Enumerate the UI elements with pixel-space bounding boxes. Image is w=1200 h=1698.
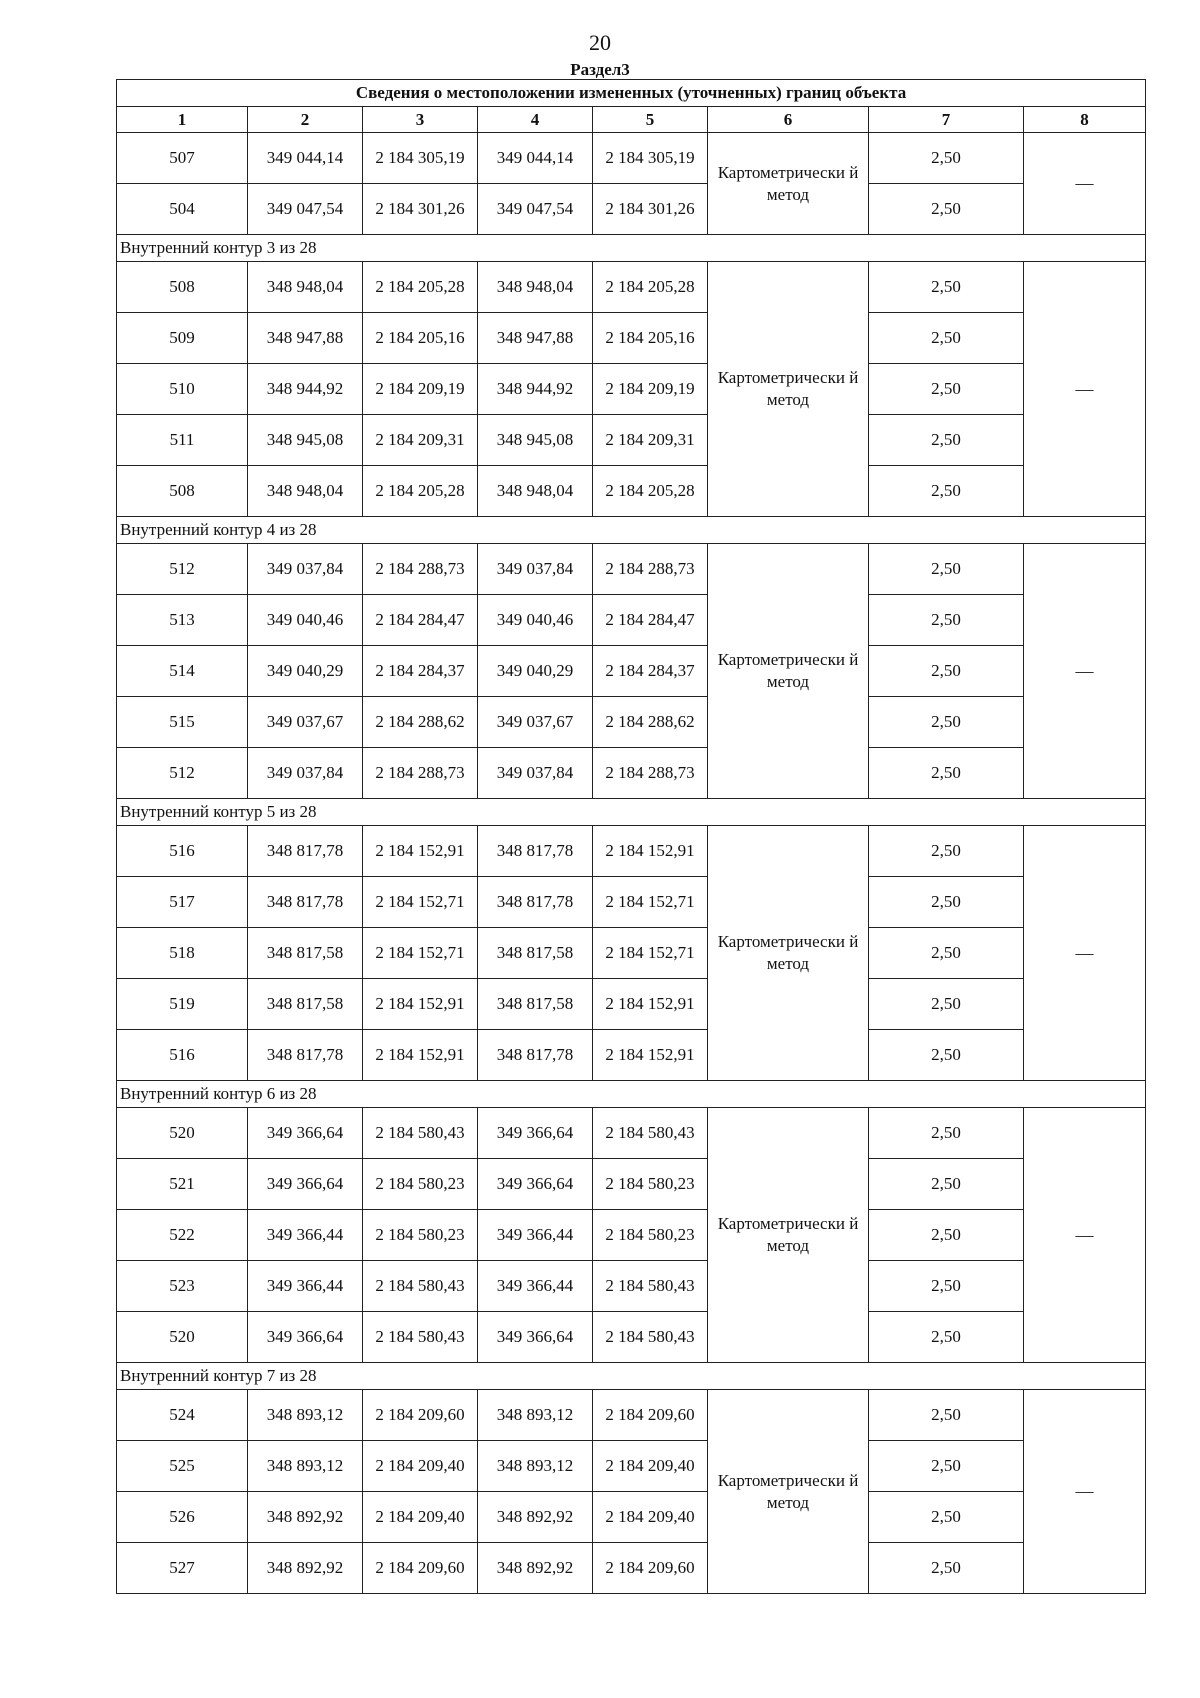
y-coordinate-new: 2 184 209,40 <box>593 1492 708 1543</box>
section-title: Раздел3 <box>570 60 630 79</box>
point-number: 508 <box>117 466 248 517</box>
y-coordinate: 2 184 209,19 <box>363 364 478 415</box>
column-8-dash: — <box>1024 1108 1146 1363</box>
accuracy-value: 2,50 <box>869 1390 1024 1441</box>
y-coordinate-new: 2 184 152,91 <box>593 979 708 1030</box>
point-row <box>117 364 1146 415</box>
point-number: 524 <box>117 1390 248 1441</box>
column-number: 7 <box>869 107 1024 133</box>
x-coordinate: 349 040,46 <box>248 595 363 646</box>
point-row <box>117 1441 1146 1492</box>
point-row <box>117 313 1146 364</box>
x-coordinate-new: 348 817,78 <box>478 826 593 877</box>
x-coordinate-new: 349 040,29 <box>478 646 593 697</box>
point-row <box>117 133 1146 184</box>
method-cell: Картометрически й метод <box>708 544 869 799</box>
y-coordinate: 2 184 305,19 <box>363 133 478 184</box>
x-coordinate: 349 366,44 <box>248 1261 363 1312</box>
y-coordinate: 2 184 152,91 <box>363 1030 478 1081</box>
accuracy-value: 2,50 <box>869 415 1024 466</box>
x-coordinate-new: 349 037,84 <box>478 748 593 799</box>
x-coordinate: 349 366,64 <box>248 1312 363 1363</box>
x-coordinate: 348 893,12 <box>248 1441 363 1492</box>
x-coordinate: 349 366,44 <box>248 1210 363 1261</box>
y-coordinate: 2 184 152,71 <box>363 928 478 979</box>
x-coordinate: 349 044,14 <box>248 133 363 184</box>
point-number: 513 <box>117 595 248 646</box>
x-coordinate: 349 040,29 <box>248 646 363 697</box>
x-coordinate-new: 349 366,64 <box>478 1159 593 1210</box>
x-coordinate-new: 348 817,78 <box>478 1030 593 1081</box>
x-coordinate: 349 037,84 <box>248 748 363 799</box>
x-coordinate: 348 948,04 <box>248 262 363 313</box>
x-coordinate-new: 348 945,08 <box>478 415 593 466</box>
x-coordinate: 348 817,58 <box>248 979 363 1030</box>
y-coordinate-new: 2 184 209,19 <box>593 364 708 415</box>
point-number: 511 <box>117 415 248 466</box>
accuracy-value: 2,50 <box>869 184 1024 235</box>
y-coordinate-new: 2 184 580,43 <box>593 1108 708 1159</box>
y-coordinate-new: 2 184 152,71 <box>593 928 708 979</box>
accuracy-value: 2,50 <box>869 313 1024 364</box>
y-coordinate-new: 2 184 288,73 <box>593 748 708 799</box>
x-coordinate: 348 817,78 <box>248 826 363 877</box>
point-number: 514 <box>117 646 248 697</box>
x-coordinate-new: 349 047,54 <box>478 184 593 235</box>
x-coordinate-new: 348 948,04 <box>478 262 593 313</box>
point-row <box>117 646 1146 697</box>
y-coordinate: 2 184 209,40 <box>363 1441 478 1492</box>
contour-label: Внутренний контур 7 из 28 <box>117 1363 1146 1390</box>
point-row <box>117 697 1146 748</box>
column-8-dash: — <box>1024 826 1146 1081</box>
point-row <box>117 877 1146 928</box>
point-number: 520 <box>117 1312 248 1363</box>
point-number: 518 <box>117 928 248 979</box>
y-coordinate: 2 184 580,43 <box>363 1312 478 1363</box>
column-8-dash: — <box>1024 1390 1146 1594</box>
point-number: 526 <box>117 1492 248 1543</box>
accuracy-value: 2,50 <box>869 697 1024 748</box>
y-coordinate: 2 184 580,23 <box>363 1210 478 1261</box>
accuracy-value: 2,50 <box>869 1492 1024 1543</box>
column-number: 8 <box>1024 107 1146 133</box>
y-coordinate-new: 2 184 205,16 <box>593 313 708 364</box>
point-row <box>117 1261 1146 1312</box>
point-row <box>117 1390 1146 1441</box>
point-row <box>117 1210 1146 1261</box>
x-coordinate-new: 348 817,58 <box>478 928 593 979</box>
y-coordinate: 2 184 580,43 <box>363 1261 478 1312</box>
contour-label: Внутренний контур 6 из 28 <box>117 1081 1146 1108</box>
point-number: 510 <box>117 364 248 415</box>
accuracy-value: 2,50 <box>869 877 1024 928</box>
y-coordinate: 2 184 580,23 <box>363 1159 478 1210</box>
point-number: 527 <box>117 1543 248 1594</box>
accuracy-value: 2,50 <box>869 133 1024 184</box>
method-cell: Картометрически й метод <box>708 1390 869 1594</box>
x-coordinate-new: 348 893,12 <box>478 1390 593 1441</box>
column-number-row <box>117 107 1146 133</box>
x-coordinate-new: 348 893,12 <box>478 1441 593 1492</box>
y-coordinate: 2 184 580,43 <box>363 1108 478 1159</box>
y-coordinate-new: 2 184 288,73 <box>593 544 708 595</box>
y-coordinate: 2 184 288,73 <box>363 748 478 799</box>
point-number: 517 <box>117 877 248 928</box>
accuracy-value: 2,50 <box>869 826 1024 877</box>
accuracy-value: 2,50 <box>869 1261 1024 1312</box>
accuracy-value: 2,50 <box>869 364 1024 415</box>
x-coordinate: 349 366,64 <box>248 1159 363 1210</box>
y-coordinate-new: 2 184 209,31 <box>593 415 708 466</box>
point-number: 512 <box>117 748 248 799</box>
point-number: 515 <box>117 697 248 748</box>
point-row <box>117 415 1146 466</box>
y-coordinate: 2 184 152,91 <box>363 979 478 1030</box>
y-coordinate-new: 2 184 284,37 <box>593 646 708 697</box>
y-coordinate-new: 2 184 580,43 <box>593 1261 708 1312</box>
y-coordinate-new: 2 184 284,47 <box>593 595 708 646</box>
column-8-dash: — <box>1024 262 1146 517</box>
point-row <box>117 826 1146 877</box>
x-coordinate: 348 944,92 <box>248 364 363 415</box>
column-number: 3 <box>363 107 478 133</box>
method-cell: Картометрически й метод <box>708 133 869 235</box>
x-coordinate: 348 892,92 <box>248 1543 363 1594</box>
y-coordinate-new: 2 184 209,40 <box>593 1441 708 1492</box>
accuracy-value: 2,50 <box>869 1108 1024 1159</box>
point-number: 507 <box>117 133 248 184</box>
point-number: 516 <box>117 826 248 877</box>
x-coordinate: 348 948,04 <box>248 466 363 517</box>
y-coordinate-new: 2 184 209,60 <box>593 1390 708 1441</box>
y-coordinate: 2 184 152,71 <box>363 877 478 928</box>
y-coordinate-new: 2 184 580,23 <box>593 1159 708 1210</box>
x-coordinate: 349 047,54 <box>248 184 363 235</box>
x-coordinate: 349 366,64 <box>248 1108 363 1159</box>
x-coordinate-new: 348 817,78 <box>478 877 593 928</box>
column-8-dash: — <box>1024 133 1146 235</box>
y-coordinate-new: 2 184 288,62 <box>593 697 708 748</box>
point-number: 525 <box>117 1441 248 1492</box>
point-row <box>117 1108 1146 1159</box>
coordinates-table <box>116 79 1146 1594</box>
contour-label: Внутренний контур 4 из 28 <box>117 517 1146 544</box>
accuracy-value: 2,50 <box>869 262 1024 313</box>
page-number: 20 <box>589 30 611 55</box>
point-number: 509 <box>117 313 248 364</box>
y-coordinate: 2 184 288,62 <box>363 697 478 748</box>
accuracy-value: 2,50 <box>869 1543 1024 1594</box>
x-coordinate: 348 947,88 <box>248 313 363 364</box>
y-coordinate: 2 184 205,28 <box>363 262 478 313</box>
point-row <box>117 1159 1146 1210</box>
x-coordinate: 348 817,58 <box>248 928 363 979</box>
accuracy-value: 2,50 <box>869 928 1024 979</box>
y-coordinate-new: 2 184 152,91 <box>593 1030 708 1081</box>
y-coordinate: 2 184 152,91 <box>363 826 478 877</box>
accuracy-value: 2,50 <box>869 1030 1024 1081</box>
point-row <box>117 262 1146 313</box>
method-cell: Картометрически й метод <box>708 826 869 1081</box>
y-coordinate: 2 184 284,47 <box>363 595 478 646</box>
y-coordinate-new: 2 184 152,71 <box>593 877 708 928</box>
accuracy-value: 2,50 <box>869 979 1024 1030</box>
x-coordinate-new: 349 044,14 <box>478 133 593 184</box>
point-number: 512 <box>117 544 248 595</box>
point-row <box>117 928 1146 979</box>
point-row <box>117 748 1146 799</box>
x-coordinate-new: 349 037,67 <box>478 697 593 748</box>
point-row <box>117 1312 1146 1363</box>
contour-label-row <box>117 235 1146 262</box>
accuracy-value: 2,50 <box>869 1441 1024 1492</box>
x-coordinate: 348 893,12 <box>248 1390 363 1441</box>
x-coordinate: 349 037,84 <box>248 544 363 595</box>
point-number: 516 <box>117 1030 248 1081</box>
y-coordinate: 2 184 288,73 <box>363 544 478 595</box>
point-number: 508 <box>117 262 248 313</box>
y-coordinate: 2 184 205,28 <box>363 466 478 517</box>
x-coordinate-new: 349 366,44 <box>478 1261 593 1312</box>
contour-label: Внутренний контур 3 из 28 <box>117 235 1146 262</box>
method-cell: Картометрически й метод <box>708 1108 869 1363</box>
x-coordinate-new: 348 817,58 <box>478 979 593 1030</box>
point-number: 523 <box>117 1261 248 1312</box>
y-coordinate: 2 184 205,16 <box>363 313 478 364</box>
accuracy-value: 2,50 <box>869 1210 1024 1261</box>
accuracy-value: 2,50 <box>869 1159 1024 1210</box>
point-number: 504 <box>117 184 248 235</box>
y-coordinate-new: 2 184 152,91 <box>593 826 708 877</box>
y-coordinate: 2 184 209,40 <box>363 1492 478 1543</box>
y-coordinate-new: 2 184 205,28 <box>593 466 708 517</box>
accuracy-value: 2,50 <box>869 544 1024 595</box>
contour-label-row <box>117 799 1146 826</box>
contour-label-row <box>117 1081 1146 1108</box>
point-row <box>117 1492 1146 1543</box>
y-coordinate-new: 2 184 209,60 <box>593 1543 708 1594</box>
x-coordinate-new: 348 892,92 <box>478 1543 593 1594</box>
contour-label: Внутренний контур 5 из 28 <box>117 799 1146 826</box>
x-coordinate: 348 817,78 <box>248 1030 363 1081</box>
contour-label-row <box>117 1363 1146 1390</box>
column-number: 1 <box>117 107 248 133</box>
accuracy-value: 2,50 <box>869 646 1024 697</box>
accuracy-value: 2,50 <box>869 1312 1024 1363</box>
point-number: 519 <box>117 979 248 1030</box>
y-coordinate: 2 184 209,60 <box>363 1543 478 1594</box>
x-coordinate-new: 349 366,64 <box>478 1108 593 1159</box>
y-coordinate-new: 2 184 301,26 <box>593 184 708 235</box>
point-number: 522 <box>117 1210 248 1261</box>
y-coordinate: 2 184 301,26 <box>363 184 478 235</box>
y-coordinate-new: 2 184 205,28 <box>593 262 708 313</box>
x-coordinate-new: 349 366,64 <box>478 1312 593 1363</box>
x-coordinate-new: 348 948,04 <box>478 466 593 517</box>
contour-label-row <box>117 517 1146 544</box>
x-coordinate: 349 037,67 <box>248 697 363 748</box>
point-number: 521 <box>117 1159 248 1210</box>
accuracy-value: 2,50 <box>869 748 1024 799</box>
point-number: 520 <box>117 1108 248 1159</box>
y-coordinate: 2 184 209,31 <box>363 415 478 466</box>
x-coordinate-new: 348 947,88 <box>478 313 593 364</box>
x-coordinate-new: 349 366,44 <box>478 1210 593 1261</box>
y-coordinate-new: 2 184 305,19 <box>593 133 708 184</box>
column-number: 5 <box>593 107 708 133</box>
y-coordinate: 2 184 284,37 <box>363 646 478 697</box>
table-title-row <box>117 80 1146 107</box>
x-coordinate: 348 892,92 <box>248 1492 363 1543</box>
point-row <box>117 544 1146 595</box>
column-number: 6 <box>708 107 869 133</box>
x-coordinate: 348 945,08 <box>248 415 363 466</box>
y-coordinate-new: 2 184 580,43 <box>593 1312 708 1363</box>
x-coordinate-new: 349 037,84 <box>478 544 593 595</box>
y-coordinate-new: 2 184 580,23 <box>593 1210 708 1261</box>
point-row <box>117 1543 1146 1594</box>
accuracy-value: 2,50 <box>869 466 1024 517</box>
accuracy-value: 2,50 <box>869 595 1024 646</box>
method-cell: Картометрически й метод <box>708 262 869 517</box>
column-number: 2 <box>248 107 363 133</box>
x-coordinate-new: 349 040,46 <box>478 595 593 646</box>
table-title: Сведения о местоположении измененных (уточненных) границ объекта <box>117 80 1146 107</box>
y-coordinate: 2 184 209,60 <box>363 1390 478 1441</box>
point-row <box>117 466 1146 517</box>
column-number: 4 <box>478 107 593 133</box>
point-row <box>117 184 1146 235</box>
x-coordinate: 348 817,78 <box>248 877 363 928</box>
point-row <box>117 1030 1146 1081</box>
point-row <box>117 595 1146 646</box>
point-row <box>117 979 1146 1030</box>
x-coordinate-new: 348 892,92 <box>478 1492 593 1543</box>
x-coordinate-new: 348 944,92 <box>478 364 593 415</box>
table-body <box>117 80 1146 1594</box>
column-8-dash: — <box>1024 544 1146 799</box>
